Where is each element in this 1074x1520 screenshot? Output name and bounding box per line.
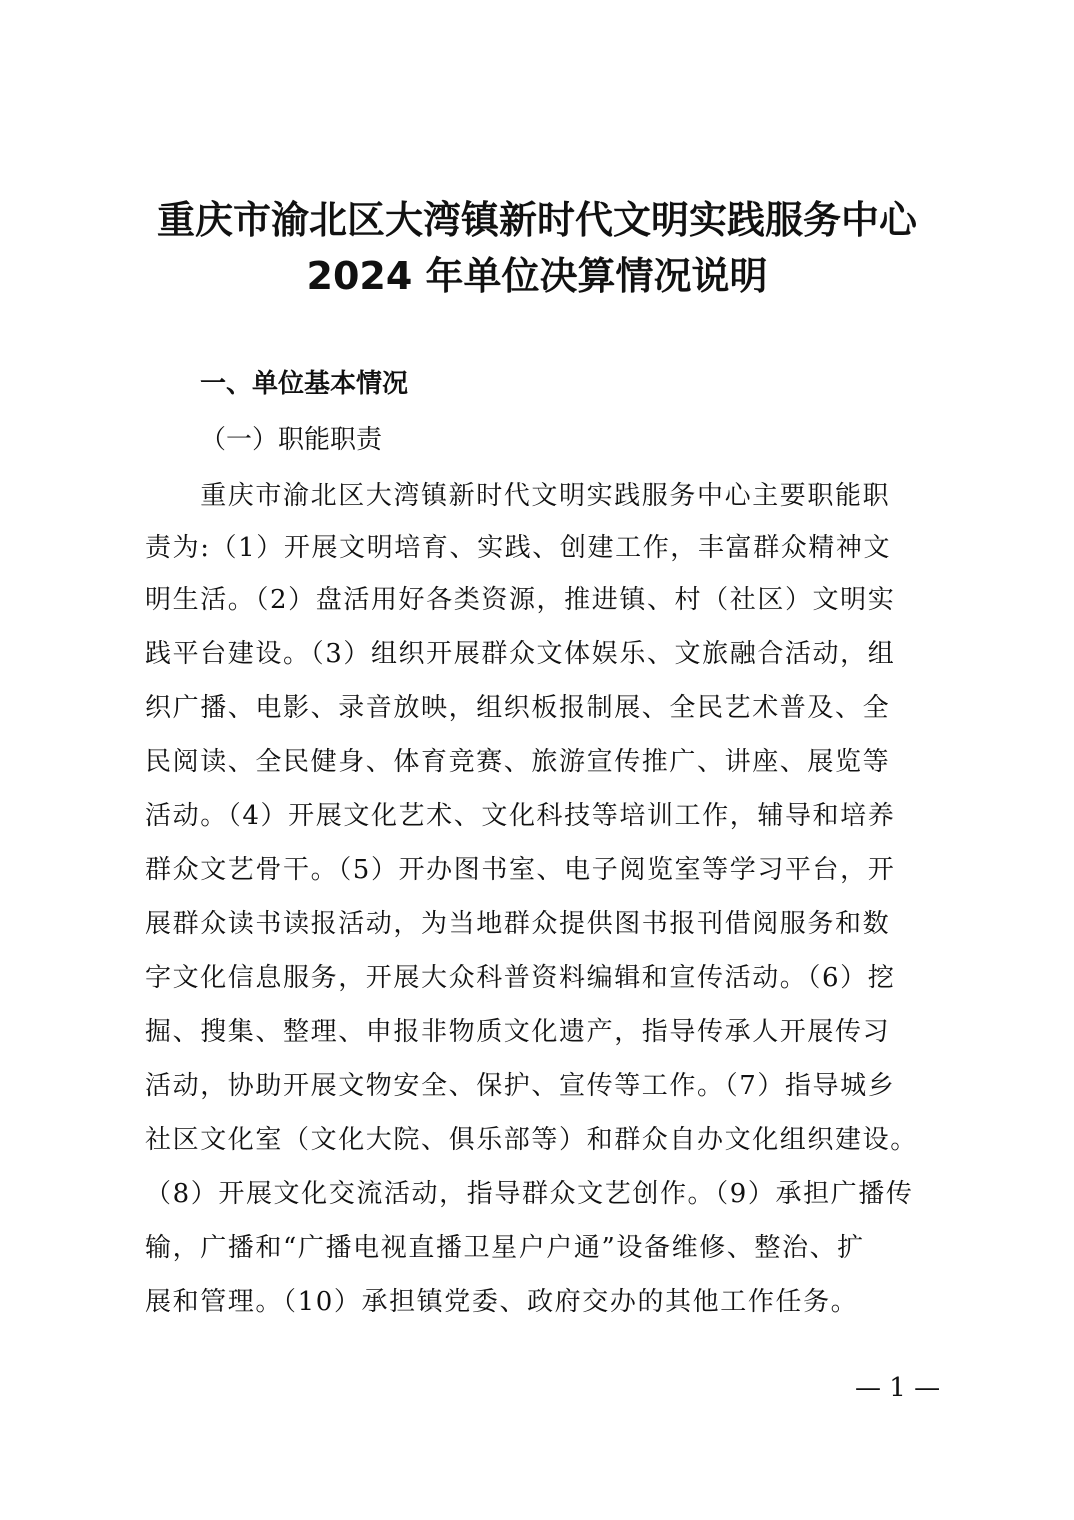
body-text-line: 活动。（4）开展文化艺术、文化科技等培训工作，辅导和培养 bbox=[145, 801, 896, 831]
body-text-line: 输，广播和“广播电视直播卫星户户通”设备维修、整治、扩 bbox=[145, 1233, 865, 1263]
body-text-line: 社区文化室（文化大院、俱乐部等）和群众自办文化组织建设。 bbox=[145, 1125, 918, 1155]
page-number: — 1 — bbox=[855, 1373, 941, 1403]
body-text-line: 字文化信息服务，开展大众科普资料编辑和宣传活动。（6）挖 bbox=[145, 963, 896, 993]
subsection-heading: （一）职能职责 bbox=[200, 425, 383, 455]
document-title-line-1: 重庆市渝北区大湾镇新时代文明实践服务中心 bbox=[156, 198, 917, 242]
body-text-line: 重庆市渝北区大湾镇新时代文明实践服务中心主要职能职 bbox=[145, 481, 891, 511]
body-text-line: 群众文艺骨干。（5）开办图书室、电子阅览室等学习平台，开 bbox=[145, 855, 896, 885]
body-text-line: （8）开展文化交流活动，指导群众文艺创作。（9）承担广播传 bbox=[145, 1179, 914, 1209]
body-text-line: 展和管理。（10）承担镇党委、政府交办的其他工作任务。 bbox=[145, 1287, 859, 1317]
body-text-line: 责为:（1）开展文明培育、实践、创建工作，丰富群众精神文 bbox=[145, 533, 892, 563]
body-text-line: 民阅读、全民健身、体育竞赛、旅游宣传推广、讲座、展览等 bbox=[145, 747, 891, 777]
body-text-line: 践平台建设。（3）组织开展群众文体娱乐、文旅融合活动，组 bbox=[145, 639, 896, 669]
body-text-line: 织广播、电影、录音放映，组织板报制展、全民艺术普及、全 bbox=[145, 693, 891, 723]
body-text-line: 展群众读书读报活动，为当地群众提供图书报刊借阅服务和数 bbox=[145, 909, 891, 939]
body-text-line: 掘、搜集、整理、申报非物质文化遗产，指导传承人开展传习 bbox=[145, 1017, 891, 1047]
section-heading: 一、单位基本情况 bbox=[200, 369, 409, 399]
document-title-line-2: 2024 年单位决算情况说明 bbox=[306, 254, 768, 298]
body-text-line: 活动，协助开展文物安全、保护、宣传等工作。（7）指导城乡 bbox=[145, 1071, 896, 1101]
body-text-line: 明生活。（2）盘活用好各类资源，推进镇、村（社区）文明实 bbox=[145, 585, 896, 615]
